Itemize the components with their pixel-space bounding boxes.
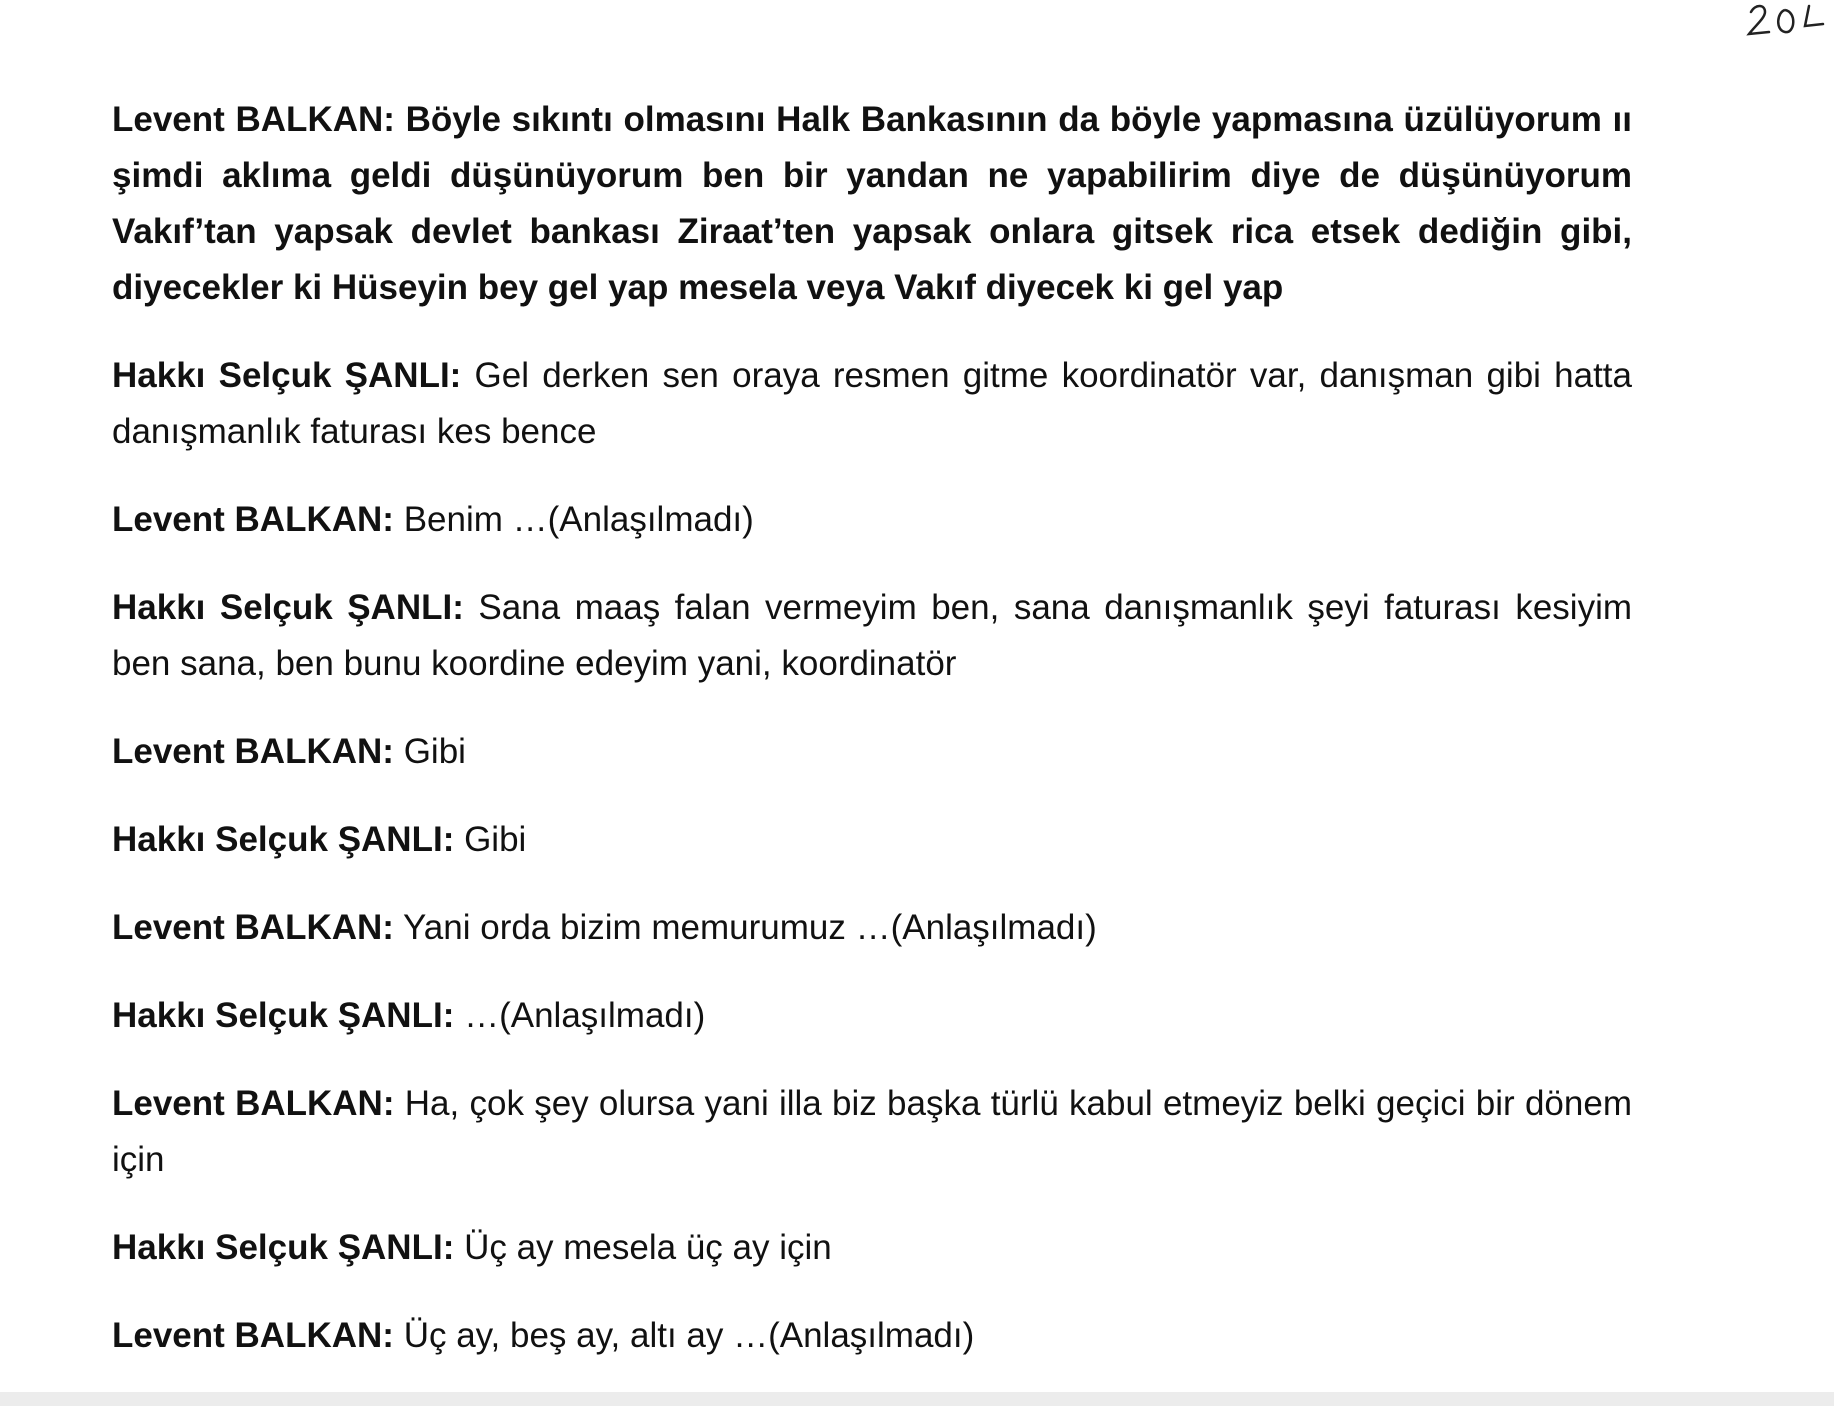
speaker-name: Hakkı Selçuk ŞANLI: [112,996,455,1035]
entry-text: Gel derken sen oraya resmen gitme koordinatör var, danışman gibi hatta danışmanlık faturası kes bence [112,356,1632,451]
speaker-name: Levent BALKAN: [112,732,394,771]
entry-text: Sana maaş falan vermeyim ben, sana danışmanlık şeyi faturası kesiyim ben sana, ben bunu koordine edeyim yani, koordinatör [112,588,1633,683]
transcript-entry [112,988,1632,1044]
speaker-name: Hakkı Selçuk ŞANLI: [112,356,462,395]
entry-text: Böyle sıkıntı olmasını Halk Bankasının da böyle yapmasına üzülüyorum ıı şimdi aklıma geldi düşünüyorum ben bir yandan ne yapabilirim diye de düşünüyorum Vakıf’tan yapsak devlet bankası Ziraat’ten yapsak onlara gitsek rica etsek dediğin gibi, diyecekler ki Hüseyin bey gel yap mesela veya Vakıf diyecek ki gel yap [112,100,1632,307]
transcript-entry [112,580,1632,692]
entry-text: Yani orda bizim memurumuz …(Anlaşılmadı) [403,908,1097,947]
transcript-entry [112,348,1632,460]
transcript-entry [112,812,1632,868]
speaker-name: Levent BALKAN: [112,100,395,139]
speaker-name: Levent BALKAN: [112,500,394,539]
transcript-entry [112,724,1632,780]
entry-text: Üç ay mesela üç ay için [464,1228,832,1267]
transcript-entry [112,92,1632,316]
page-bottom-edge [0,1392,1834,1406]
entry-text: …(Anlaşılmadı) [464,996,706,1035]
entry-text: Üç ay, beş ay, altı ay …(Anlaşılmadı) [403,1316,975,1355]
transcript-entry [112,1220,1632,1276]
transcript-entry [112,1308,1632,1364]
handwritten-page-number [1745,0,1834,40]
entry-text: Benim …(Anlaşılmadı) [403,500,754,539]
entry-text: Ha, çok şey olursa yani illa biz başka türlü kabul etmeyiz belki geçici bir dönem için [112,1084,1632,1179]
speaker-name: Levent BALKAN: [112,908,394,947]
entry-text: Gibi [403,732,466,771]
transcript [112,92,1632,1396]
transcript-entry [112,900,1632,956]
speaker-name: Hakkı Selçuk ŞANLI: [112,1228,455,1267]
speaker-name: Levent BALKAN: [112,1084,395,1123]
speaker-name: Hakkı Selçuk ŞANLI: [112,820,455,859]
transcript-entry [112,1076,1632,1188]
entry-text: Gibi [464,820,527,859]
speaker-name: Hakkı Selçuk ŞANLI: [112,588,464,627]
transcript-entry [112,492,1632,548]
speaker-name: Levent BALKAN: [112,1316,394,1355]
